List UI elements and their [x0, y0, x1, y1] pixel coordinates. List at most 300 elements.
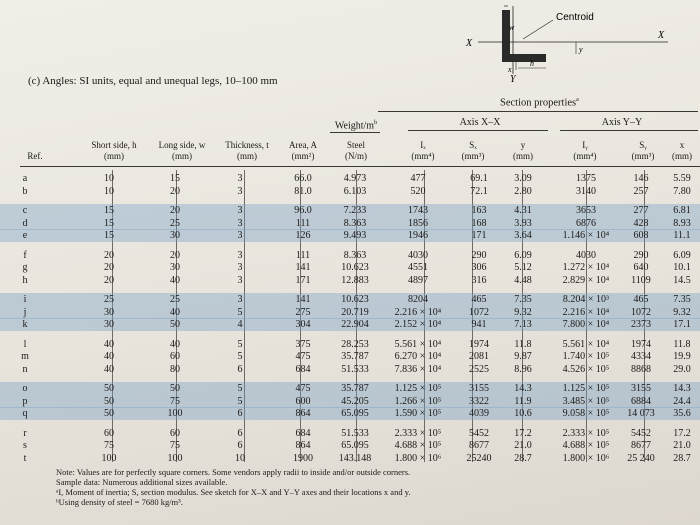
cell-x: 35.6 [673, 408, 691, 419]
cell-y: 5.12 [514, 262, 532, 273]
axis-xx-heading: Axis X–X [459, 117, 501, 128]
axis-yy-heading: Axis Y–Y [601, 117, 643, 128]
cell-sx: 168 [471, 217, 487, 229]
cell-sx: 5452 [469, 427, 489, 439]
cell-sx: 1072 [469, 306, 489, 318]
cell-thickness: 3 [237, 205, 243, 216]
cell-long-side: 40 [170, 338, 180, 350]
cell-thickness: 4 [237, 319, 243, 330]
sketch-label-w: w [509, 23, 515, 32]
col-head-sy-unit: (mm³) [631, 151, 655, 161]
cell-sx: 8677 [469, 440, 489, 451]
cell-ref: b [22, 185, 28, 197]
col-head-area-unit: (mm²) [291, 151, 315, 161]
cell-weight: 12.883 [341, 274, 369, 286]
cell-ix: 2.333 × 10⁵ [394, 427, 442, 439]
cell-sx: 163 [471, 205, 487, 216]
cell-x: 7.80 [673, 185, 691, 197]
cell-long-side: 20 [170, 185, 180, 197]
cell-long-side: 80 [170, 363, 180, 375]
col-head-thickness-label: Thickness, t [225, 140, 269, 150]
cell-thickness: 5 [237, 306, 243, 318]
cell-x: 8.93 [673, 217, 691, 229]
cell-area: 864 [295, 408, 311, 419]
section-properties-rule [378, 111, 698, 112]
angle-horizontal-leg [502, 54, 546, 62]
cell-weight: 51.533 [341, 363, 369, 375]
cell-iy: 3140 [576, 185, 596, 197]
col-head-iy-label: Iᵧ [582, 140, 588, 150]
cell-x: 21.0 [673, 440, 691, 451]
cell-thickness: 3 [237, 173, 243, 184]
cell-short-side: 100 [101, 452, 117, 464]
cell-sx: 290 [471, 249, 487, 261]
cell-weight: 35.787 [341, 351, 369, 362]
sketch-label-x-right: X [658, 30, 665, 41]
cell-x: 14.5 [673, 274, 691, 286]
cell-thickness: 5 [237, 351, 243, 362]
cell-sy: 640 [633, 262, 649, 273]
cell-weight: 4.973 [343, 173, 367, 184]
cell-sx: 69.1 [470, 173, 488, 184]
col-head-ix-unit: (mm⁴) [411, 151, 435, 161]
cell-ref: f [23, 249, 27, 261]
cell-x: 28.7 [673, 452, 691, 464]
sketch-label-h: h [530, 59, 534, 68]
cell-weight: 65.095 [341, 440, 369, 451]
cell-y: 6.09 [514, 249, 532, 261]
cell-short-side: 20 [104, 274, 114, 286]
table-row [0, 293, 700, 306]
col-head-short-label: Short side, h [91, 140, 137, 150]
cell-weight: 9.493 [343, 230, 367, 241]
cell-area: 1900 [293, 452, 313, 464]
cell-thickness: 6 [237, 408, 243, 419]
cell-thickness: 6 [237, 363, 243, 375]
col-head-sx-unit: (mm³) [461, 151, 485, 161]
cell-weight: 28.253 [341, 338, 369, 350]
weight-rule [330, 132, 380, 133]
cell-weight: 10.623 [341, 294, 369, 305]
cell-long-side: 40 [170, 274, 180, 286]
cell-area: 171 [295, 274, 311, 286]
cell-sy: 8868 [631, 363, 651, 375]
cell-ix: 1.800 × 10⁶ [394, 452, 442, 464]
cell-x: 11.8 [673, 338, 691, 350]
cell-iy: 4030 [576, 249, 596, 261]
cell-thickness: 3 [237, 294, 243, 305]
cell-sy: 465 [633, 294, 649, 305]
cell-sy: 1109 [631, 274, 651, 286]
table-row [0, 382, 700, 395]
col-head-sy [618, 140, 668, 162]
table-row [0, 261, 700, 274]
cell-short-side: 50 [104, 395, 114, 407]
cell-x: 17.2 [673, 427, 691, 439]
axis-yy-rule [560, 130, 698, 131]
cell-iy: 6876 [576, 217, 596, 229]
cell-sx: 316 [471, 274, 487, 286]
cell-ix: 2.216 × 10⁴ [394, 306, 442, 318]
cell-ref: a [22, 173, 28, 184]
cell-iy: 1.272 × 10⁴ [562, 262, 610, 273]
cell-area: 684 [295, 427, 311, 439]
cell-x: 11.1 [673, 230, 691, 241]
cell-sx: 3322 [469, 395, 489, 407]
cell-thickness: 3 [237, 249, 243, 261]
cell-y: 8.96 [514, 363, 532, 375]
cell-area: 66.0 [294, 173, 312, 184]
cell-short-side: 20 [104, 262, 114, 273]
cell-area: 126 [295, 230, 311, 241]
cell-y: 3.09 [514, 173, 532, 184]
cell-short-side: 30 [104, 319, 114, 330]
weight-heading-label: Weight/m [334, 120, 375, 132]
col-head-area [276, 140, 330, 162]
cell-weight: 22.904 [341, 319, 369, 330]
cell-y: 11.9 [514, 395, 532, 407]
cell-weight: 8.363 [343, 249, 367, 261]
cell-thickness: 3 [237, 217, 243, 229]
table-row [0, 318, 700, 331]
centroid-leader [523, 20, 553, 39]
cell-ix: 1.125 × 10⁵ [394, 383, 442, 394]
centroid-label: Centroid [556, 12, 594, 23]
cell-area: 375 [295, 338, 311, 350]
cell-sy: 4334 [631, 351, 651, 362]
cell-y: 7.13 [514, 319, 532, 330]
table-row [0, 217, 700, 230]
cell-ref: k [22, 319, 28, 330]
cell-long-side: 15 [170, 173, 180, 184]
cell-sy: 8677 [631, 440, 651, 451]
cell-ref: j [23, 306, 27, 318]
cell-long-side: 100 [167, 408, 183, 419]
table-notes [56, 467, 411, 507]
cell-area: 81.0 [294, 185, 312, 197]
cell-ix: 477 [410, 173, 426, 184]
cell-area: 275 [295, 306, 311, 318]
cell-weight: 35.787 [341, 383, 369, 394]
note-line: ᵃI, Moment of inertia; S, section modulus. See sketch for X–X and Y–Y axes and their locations x and y. [56, 487, 411, 497]
cell-ref: o [22, 383, 28, 394]
table-row [0, 249, 700, 262]
cell-weight: 10.623 [341, 262, 369, 273]
cell-area: 475 [295, 351, 311, 362]
cell-short-side: 40 [104, 363, 114, 375]
cell-thickness: 5 [237, 383, 243, 394]
cell-sy: 14 073 [627, 408, 655, 419]
cell-y: 4.31 [514, 205, 532, 216]
table-row [0, 172, 700, 185]
cell-ref: t [23, 452, 27, 464]
cell-sy: 608 [633, 230, 649, 241]
cell-x: 7.35 [673, 294, 691, 305]
table-row [0, 204, 700, 217]
cell-ix: 8204 [408, 294, 428, 305]
note-line: Note: Values are for perfectly square corners. Some vendors apply radii to inside and/or outside corners. [56, 467, 411, 477]
cell-short-side: 50 [104, 383, 114, 394]
table-row [0, 274, 700, 287]
cell-iy: 9.058 × 10⁵ [562, 408, 610, 419]
cell-x: 29.0 [673, 363, 691, 375]
cell-short-side: 15 [104, 205, 114, 216]
cell-ref: h [22, 274, 28, 286]
cell-area: 111 [295, 217, 311, 229]
cell-y: 14.3 [514, 383, 532, 394]
table-row [0, 452, 700, 465]
cell-sy: 5452 [631, 427, 651, 439]
cell-y: 21.0 [514, 440, 532, 451]
cell-x: 17.1 [673, 319, 691, 330]
note-line: Sample data: Numerous additional sizes available. [56, 477, 228, 487]
cell-ix: 6.270 × 10⁴ [394, 351, 442, 362]
cell-iy: 7.800 × 10⁴ [562, 319, 610, 330]
cell-sy: 290 [633, 249, 649, 261]
cell-sx: 306 [471, 262, 487, 273]
cell-ix: 4551 [408, 262, 428, 273]
cell-short-side: 40 [104, 351, 114, 362]
col-head-weight-label: Steel [347, 140, 365, 150]
cell-area: 111 [295, 249, 311, 261]
cell-long-side: 100 [167, 452, 183, 464]
col-head-iy-unit: (mm⁴) [573, 151, 597, 161]
table-row [0, 439, 700, 452]
cell-sy: 1072 [631, 306, 651, 318]
table-row [0, 407, 700, 420]
cell-iy: 1.146 × 10⁴ [562, 230, 610, 241]
cell-area: 141 [295, 294, 311, 305]
cell-x: 9.32 [673, 306, 691, 318]
col-head-area-label: Area, A [289, 140, 317, 150]
cell-area: 684 [295, 363, 311, 375]
cell-sy: 428 [633, 217, 649, 229]
col-head-ix [400, 140, 446, 162]
cell-long-side: 60 [170, 427, 180, 439]
cell-weight: 45.205 [341, 395, 369, 407]
table-row [0, 229, 700, 242]
cell-short-side: 60 [104, 427, 114, 439]
col-head-thickness [212, 140, 282, 162]
cell-x: 6.09 [673, 249, 691, 261]
cell-y: 7.35 [514, 294, 532, 305]
cell-iy: 1.800 × 10⁶ [562, 452, 610, 464]
cell-y: 3.93 [514, 217, 532, 229]
cell-ref: r [23, 427, 27, 439]
cell-ix: 4030 [408, 249, 428, 261]
cell-ref: n [22, 363, 28, 375]
cell-ix: 5.561 × 10⁴ [394, 338, 442, 350]
cell-y: 3.64 [514, 230, 532, 241]
table-row [0, 338, 700, 351]
col-head-ix-label: Iₓ [420, 140, 426, 150]
cell-sx: 171 [471, 230, 487, 241]
col-head-thickness-unit: (mm) [237, 151, 257, 161]
cell-y: 9.87 [514, 351, 532, 362]
cell-long-side: 75 [170, 395, 180, 407]
table-caption: (c) Angles: SI units, equal and unequal legs, 10–100 mm [28, 75, 278, 87]
table-row [0, 395, 700, 408]
cell-iy: 2.829 × 10⁴ [562, 274, 610, 286]
header-bottom-rule [20, 166, 700, 167]
cell-short-side: 10 [104, 173, 114, 184]
cell-ix: 4.688 × 10⁵ [394, 440, 442, 451]
cell-weight: 51.533 [341, 427, 369, 439]
col-head-long-label: Long side, w [158, 140, 206, 150]
table-row [0, 306, 700, 319]
cell-long-side: 40 [170, 306, 180, 318]
cell-iy: 1.740 × 10⁵ [562, 351, 610, 362]
sketch-label-x-dim: x [508, 65, 512, 74]
cell-area: 96.0 [294, 205, 312, 216]
table-row [0, 363, 700, 376]
cell-long-side: 20 [170, 249, 180, 261]
col-head-iy [552, 140, 618, 162]
cell-thickness: 3 [237, 262, 243, 273]
col-head-long [146, 140, 218, 162]
note-line: ᵇUsing density of steel = 7680 kg/m³. [56, 497, 183, 507]
cell-area: 475 [295, 383, 311, 394]
cell-short-side: 25 [104, 294, 114, 305]
cell-thickness: 5 [237, 395, 243, 407]
col-head-x-label: x [679, 140, 685, 150]
section-properties-heading [500, 97, 579, 109]
cell-ref: q [22, 408, 28, 419]
sketch-label-y-dim: y [579, 45, 583, 54]
section-properties-footnote-mark: a [576, 97, 579, 103]
angle-section-sketch [458, 4, 678, 84]
cell-y: 4.48 [514, 274, 532, 286]
cell-x: 14.3 [673, 383, 691, 394]
cell-ix: 1743 [408, 205, 428, 216]
cell-area: 600 [295, 395, 311, 407]
col-head-ref: Ref. [27, 151, 43, 161]
cell-weight: 7.233 [343, 205, 367, 216]
col-head-weight-unit: (N/m) [345, 151, 367, 161]
cell-ref: c [22, 205, 28, 216]
cell-thickness: 5 [237, 338, 243, 350]
col-head-short-unit: (mm) [104, 151, 124, 161]
cell-short-side: 50 [104, 408, 114, 419]
cell-long-side: 50 [170, 383, 180, 394]
cell-ix: 7.836 × 10⁴ [394, 363, 442, 375]
cell-iy: 1375 [576, 173, 596, 184]
cell-short-side: 20 [104, 249, 114, 261]
cell-iy: 3653 [576, 205, 596, 216]
cell-iy: 2.333 × 10⁵ [562, 427, 610, 439]
cell-y: 11.8 [514, 338, 532, 350]
cell-iy: 4.688 × 10⁵ [562, 440, 610, 451]
table-row [0, 427, 700, 440]
cell-x: 6.81 [673, 205, 691, 216]
col-head-y-label: y [520, 140, 526, 150]
cell-sy: 1974 [631, 338, 651, 350]
cell-x: 10.1 [673, 262, 691, 273]
weight-heading [326, 120, 386, 131]
cell-sy: 146 [633, 173, 649, 184]
cell-thickness: 6 [237, 440, 243, 451]
cell-iy: 3.485 × 10⁵ [562, 395, 610, 407]
weight-footnote-mark: b [374, 120, 378, 126]
cell-ix: 1946 [408, 230, 428, 241]
cell-y: 10.6 [514, 408, 532, 419]
cell-short-side: 75 [104, 440, 114, 451]
cell-short-side: 30 [104, 306, 114, 318]
cell-sx: 4039 [469, 408, 489, 419]
col-head-sy-label: Sᵧ [639, 140, 647, 150]
cell-weight: 20.719 [341, 306, 369, 318]
cell-thickness: 3 [237, 230, 243, 241]
cell-ref: p [22, 395, 28, 407]
cell-short-side: 15 [104, 230, 114, 241]
cell-ix: 1.590 × 10⁵ [394, 408, 442, 419]
cell-short-side: 40 [104, 338, 114, 350]
cell-weight: 143.148 [338, 452, 372, 464]
cell-iy: 4.526 × 10⁵ [562, 363, 610, 375]
cell-sy: 277 [633, 205, 649, 216]
col-head-x [664, 140, 700, 162]
cell-iy: 8.204 × 10³ [562, 294, 610, 305]
cell-thickness: 3 [237, 185, 243, 197]
cell-sx: 72.1 [470, 185, 488, 197]
cell-sx: 2081 [469, 351, 489, 362]
cell-long-side: 30 [170, 262, 180, 273]
cell-ref: i [23, 294, 27, 305]
cell-long-side: 75 [170, 440, 180, 451]
cell-x: 24.4 [673, 395, 691, 407]
cell-short-side: 10 [104, 185, 114, 197]
cell-weight: 65.095 [341, 408, 369, 419]
cell-thickness: 3 [237, 274, 243, 286]
cell-long-side: 50 [170, 319, 180, 330]
sketch-label-x-left: X [466, 38, 473, 49]
cell-iy: 2.216 × 10⁴ [562, 306, 610, 318]
col-head-weight [330, 140, 382, 162]
col-head-y [500, 140, 546, 162]
cell-sy: 2373 [631, 319, 651, 330]
col-head-sx-label: Sₓ [469, 140, 477, 150]
cell-ix: 1.266 × 10⁵ [394, 395, 442, 407]
col-head-long-unit: (mm) [172, 151, 192, 161]
cell-thickness: 10 [235, 452, 245, 464]
col-head-x-unit: (mm) [672, 151, 692, 161]
cell-long-side: 60 [170, 351, 180, 362]
col-head-short [78, 140, 150, 162]
cell-y: 2.80 [514, 185, 532, 197]
cell-x: 5.59 [673, 173, 691, 184]
cell-short-side: 15 [104, 217, 114, 229]
cell-iy: 1.125 × 10⁵ [562, 383, 610, 394]
col-head-sx [448, 140, 498, 162]
cell-weight: 8.363 [343, 217, 367, 229]
cell-sx: 941 [471, 319, 487, 330]
sketch-label-y: Y [510, 74, 516, 84]
cell-area: 304 [295, 319, 311, 330]
axis-xx-rule [408, 130, 548, 131]
cell-ix: 520 [410, 185, 426, 197]
cell-sy: 25 240 [627, 452, 655, 464]
cell-sx: 3155 [469, 383, 489, 394]
table-row [0, 185, 700, 198]
cell-long-side: 25 [170, 294, 180, 305]
cell-long-side: 30 [170, 230, 180, 241]
cell-ref: e [22, 230, 28, 241]
cell-sy: 6884 [631, 395, 651, 407]
cell-area: 141 [295, 262, 311, 273]
table-row [0, 350, 700, 363]
col-head-y-unit: (mm) [513, 151, 533, 161]
cell-ref: m [21, 351, 29, 362]
